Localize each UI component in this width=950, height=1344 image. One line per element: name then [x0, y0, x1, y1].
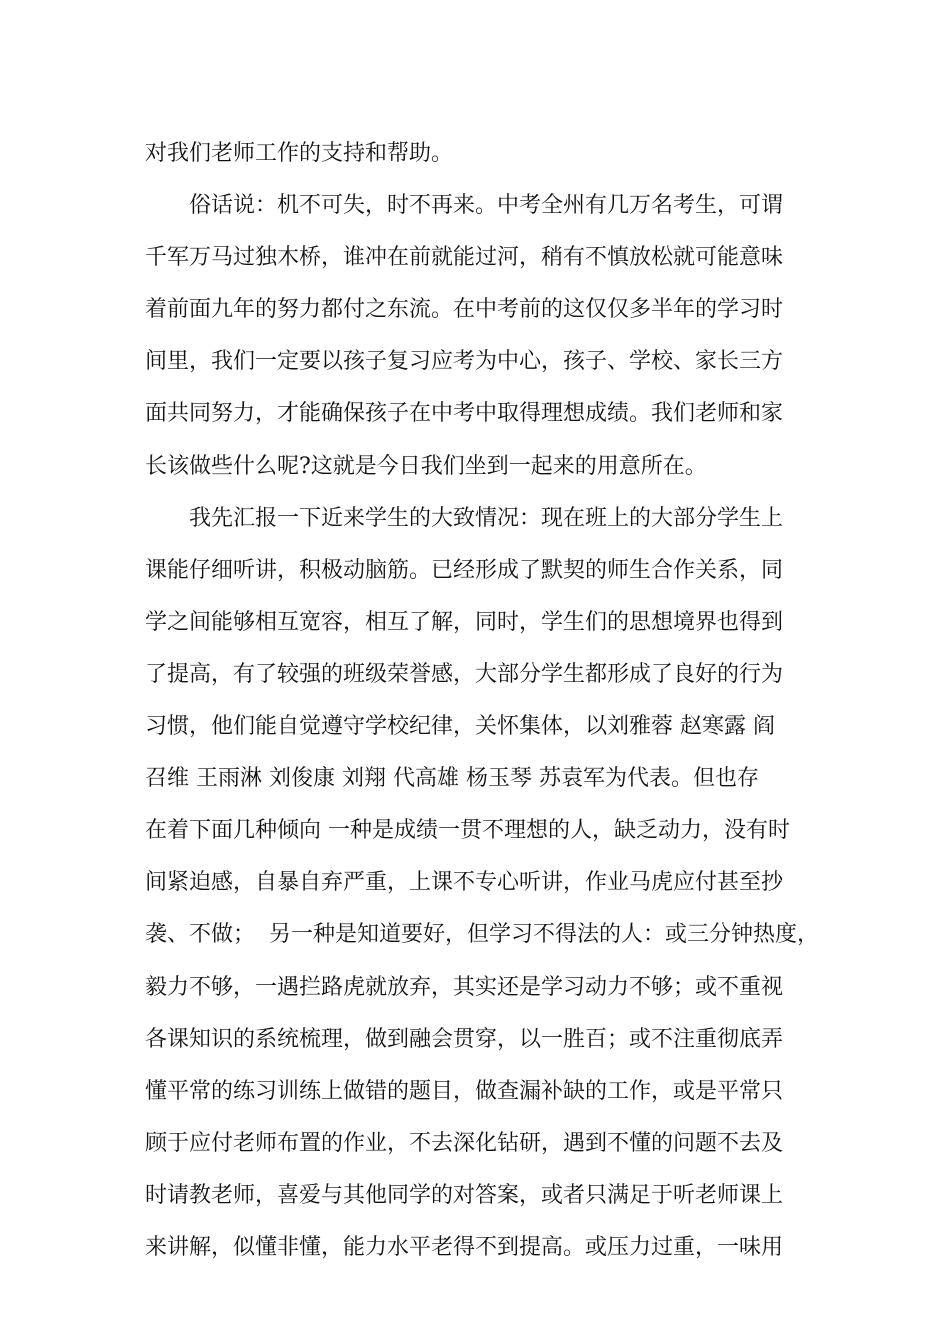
text-line: 千军万马过独木桥，谁冲在前就能过河，稍有不慎放松就可能意味: [145, 245, 784, 271]
text-line: 懂平常的练习训练上做错的题目，做查漏补缺的工作，或是平常只: [145, 1078, 784, 1104]
text-line: 各课知识的系统梳理，做到融会贯穿，以一胜百；或不注重彻底弄: [145, 1026, 784, 1052]
text-line: 间里，我们一定要以孩子复习应考为中心，孩子、学校、家长三方: [145, 349, 784, 375]
text-line: 学之间能够相互宽容，相互了解，同时，学生们的思想境界也得到: [145, 609, 784, 635]
text-line: 对我们老师工作的支持和帮助。: [145, 141, 454, 166]
text-line: 顾于应付老师布置的作业，不去深化钻研，遇到不懂的问题不去及: [145, 1130, 784, 1156]
text-line: 间紧迫感，自暴自弃严重，上课不专心听讲，作业马虎应付甚至抄: [145, 870, 784, 896]
text-line: 毅力不够，一遇拦路虎就放弃，其实还是学习动力不够；或不重视: [145, 974, 784, 1000]
body-text: [145, 128, 825, 1274]
text-line: 面共同努力，才能确保孩子在中考中取得理想成绩。我们老师和家: [145, 401, 784, 427]
text-line: 我先汇报一下近来学生的大致情况：现在班上的大部分学生上: [145, 505, 784, 531]
text-line: 来讲解，似懂非懂，能力水平老得不到提高。或压力过重，一味用: [145, 1234, 784, 1260]
text-line: 袭、不做； 另一种是知道要好，但学习不得法的人：或三分钟热度，: [145, 922, 819, 948]
text-line: 长该做些什么呢?这就是今日我们坐到一起来的用意所在。: [145, 453, 707, 479]
text-line: 课能仔细听讲，积极动脑筋。已经形成了默契的师生合作关系，同: [145, 557, 784, 583]
text-line: 在着下面几种倾向 一种是成绩一贯不理想的人，缺乏动力，没有时: [145, 818, 790, 844]
text-line: 俗话说：机不可失，时不再来。中考全州有几万名考生，可谓: [145, 193, 784, 219]
text-line: 时请教老师，喜爱与其他同学的对答案，或者只满足于听老师课上: [145, 1182, 784, 1208]
text-line: 召维 王雨淋 刘俊康 刘翔 代高雄 杨玉琴 苏袁军为代表。但也存: [145, 766, 759, 792]
text-line: 习惯，他们能自觉遵守学校纪律，关怀集体，以刘雅蓉 赵寒露 阎: [145, 714, 775, 740]
text-line: 着前面九年的努力都付之东流。在中考前的这仅仅多半年的学习时: [145, 297, 784, 323]
text-line: 了提高，有了较强的班级荣誉感，大部分学生都形成了良好的行为: [145, 661, 784, 687]
